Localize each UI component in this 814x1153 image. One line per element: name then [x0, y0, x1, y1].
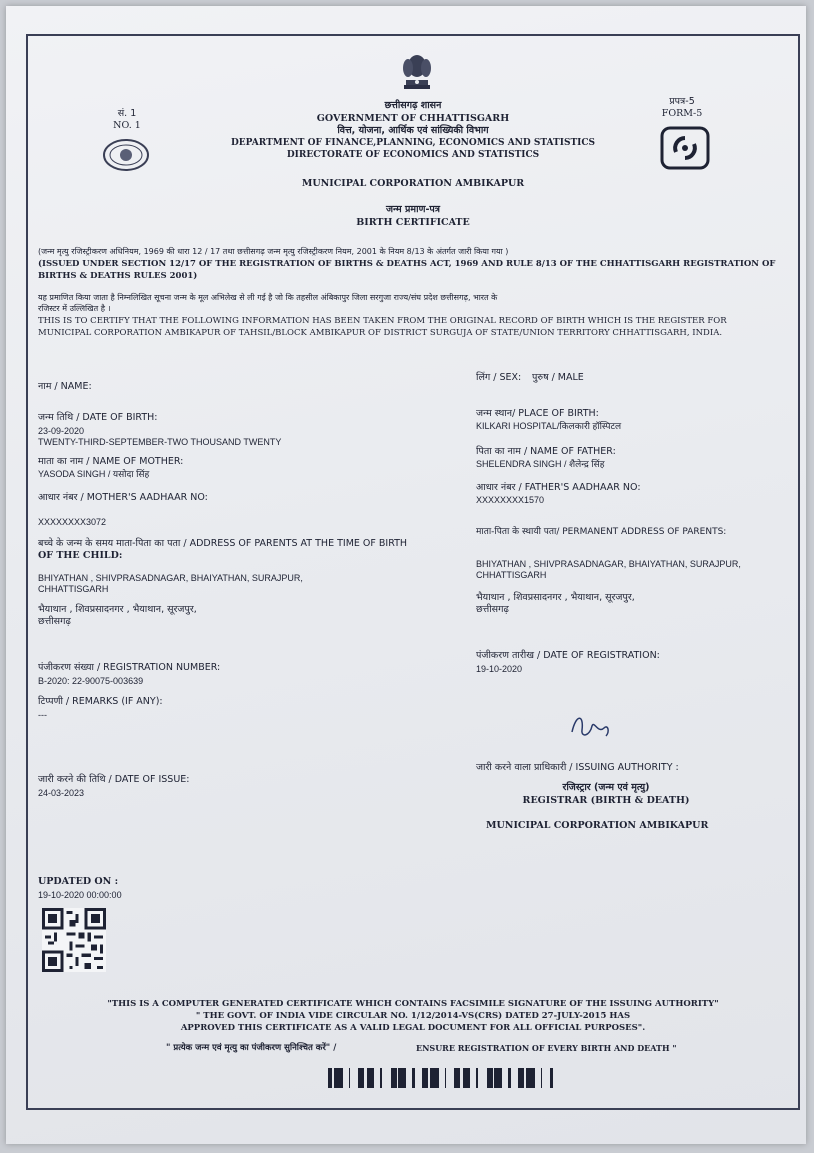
certify-en-line1: THIS IS TO CERTIFY THAT THE FOLLOWING INFORMATION HAS BEEN TAKEN FROM THE ORIGINAL RECORD OF BIRTH WHICH IS THE REGISTER FOR: [38, 316, 727, 326]
state-seal-icon: [102, 138, 150, 172]
govt-name-en: GOVERNMENT OF CHHATTISGARH: [316, 113, 510, 124]
birth-address-label-line2: OF THE CHILD:: [38, 550, 123, 561]
footer-line-3: APPROVED THIS CERTIFICATE AS A VALID LEGAL DOCUMENT FOR ALL OFFICIAL PURPOSES".: [180, 1023, 646, 1033]
birth-address-en-line1: BHIYATHAN , SHIVPRASADNAGAR, BHAIYATHAN, SURAJPUR,: [38, 573, 303, 583]
footer-line-2: " THE GOVT. OF INDIA VIDE CIRCULAR NO. 1/12/2014-VS(CRS) DATED 27-JULY-2015 HAS: [195, 1011, 631, 1021]
issuing-authority-label: जारी करने वाला प्राधिकारी / ISSUING AUTHORITY :: [476, 762, 679, 773]
certify-en-line2: MUNICIPAL CORPORATION AMBIKAPUR OF TAHSIL/BLOCK AMBIKAPUR OF DISTRICT SURGUJA OF STATE/UNION TERRITORY CHHATTISGARH, INDIA.: [38, 328, 723, 338]
remarks-value: ---: [38, 710, 47, 720]
left-serial-hi: सं. 1: [117, 108, 137, 119]
issued-under-en-line2: BIRTHS & DEATHS RULES 2001): [38, 271, 198, 281]
mother-aadhaar-value: XXXXXXXX3072: [38, 517, 107, 527]
form-number-hi: प्रपत्र-5: [669, 96, 695, 107]
permanent-address-label: माता-पिता के स्थायी पता/ PERMANENT ADDRESS OF PARENTS:: [476, 527, 727, 537]
father-aadhaar-label: आधार नंबर / FATHER'S AADHAAR NO:: [476, 482, 641, 493]
certificate-border: [26, 34, 800, 1110]
issued-under-hi: (जन्म मृत्यु रजिस्ट्रीकरण अधिनियम, 1969 की धारा 12 / 17 तथा छत्तीसगढ़ जन्म मृत्यु रजिस्ट्रीकरण नियम, 2001 के नियम 8/13 के अंतर्गत जारी किया गया ): [38, 247, 509, 256]
dept-name-en: DEPARTMENT OF FINANCE,PLANNING, ECONOMICS AND STATISTICS: [230, 138, 596, 148]
mother-name-label: माता का नाम / NAME OF MOTHER:: [38, 456, 184, 467]
registration-number-value: B-2020: 22-90075-003639: [38, 676, 144, 686]
authority-organization: MUNICIPAL CORPORATION AMBIKAPUR: [486, 820, 709, 831]
directorate-name: DIRECTORATE OF ECONOMICS AND STATISTICS: [286, 150, 540, 160]
dept-name-hi: वित्त, योजना, आर्थिक एवं सांख्यिकी विभाग: [337, 125, 489, 136]
certificate-title-en: BIRTH CERTIFICATE: [356, 217, 470, 228]
issue-date-label: जारी करने की तिथि / DATE OF ISSUE:: [38, 774, 190, 785]
birth-address-en-line2: CHHATTISGARH: [38, 584, 109, 594]
dob-value: 23-09-2020: [38, 426, 85, 436]
father-name-label: पिता का नाम / NAME OF FATHER:: [476, 446, 616, 457]
sex-label: लिंग / SEX:: [476, 372, 522, 383]
ensure-registration-hi: " प्रत्येक जन्म एवं मृत्यु का पंजीकरण सुनिश्चित करें" /: [166, 1043, 337, 1053]
name-label: नाम / NAME:: [38, 381, 92, 392]
birth-place-label: जन्म स्थान/ PLACE OF BIRTH:: [476, 408, 599, 419]
crs-logo-icon: [660, 126, 710, 170]
certificate-title-hi: जन्म प्रमाण-पत्र: [385, 204, 441, 215]
qr-code-icon: [42, 908, 106, 972]
mother-aadhaar-label: आधार नंबर / MOTHER'S AADHAAR NO:: [38, 492, 208, 503]
permanent-address-hi-line2: छत्तीसगढ़: [476, 604, 509, 615]
registration-date-value: 19-10-2020: [476, 664, 523, 674]
certify-hi-line1: यह प्रमाणित किया जाता है निम्नलिखित सूचना जन्म के मूल अभिलेख से ली गई है जो कि तहसील अंबिकापुर जिला सरगुजा राज्य/संघ प्रदेश छत्तीसगढ़, भारत के: [38, 293, 498, 302]
footer-line-1: "THIS IS A COMPUTER GENERATED CERTIFICATE WHICH CONTAINS FACSIMILE SIGNATURE OF THE ISSUING AUTHORITY": [107, 999, 719, 1009]
govt-name-hi: छत्तीसगढ़ शासन: [384, 100, 442, 111]
issue-date-value: 24-03-2023: [38, 788, 85, 798]
permanent-address-hi-line1: भैयाथान , शिवप्रसादनगर , भैयाथान, सूरजपुर,: [476, 592, 635, 603]
birth-place-value: KILKARI HOSPITAL/किलकारी हॉस्पिटल: [476, 421, 622, 431]
dob-words: TWENTY-THIRD-SEPTEMBER-TWO THOUSAND TWENTY: [38, 437, 282, 447]
sex-value: पुरुष / MALE: [532, 372, 584, 383]
birth-address-hi-line1: भैयाथान , शिवप्रसादनगर , भैयाथान, सूरजपुर,: [38, 604, 197, 615]
father-name-value: SHELENDRA SINGH / शैलेन्द्र सिंह: [476, 459, 605, 469]
permanent-address-en-line1: BHIYATHAN , SHIVPRASADNAGAR, BHAIYATHAN, SURAJPUR,: [476, 559, 741, 569]
registrar-hi: रजिस्ट्रार (जन्म एवं मृत्यु): [562, 782, 650, 793]
ensure-registration-en: ENSURE REGISTRATION OF EVERY BIRTH AND DEATH ": [416, 1043, 677, 1053]
registrar-en: REGISTRAR (BIRTH & DEATH): [522, 795, 690, 806]
registration-number-label: पंजीकरण संख्या / REGISTRATION NUMBER:: [38, 662, 221, 673]
certificate-paper: [6, 6, 806, 1144]
issued-under-en-line1: (ISSUED UNDER SECTION 12/17 OF THE REGISTRATION OF BIRTHS & DEATHS ACT, 1969 AND RULE 8/13 OF THE CHHATTISGARH REGISTRATION OF: [38, 259, 776, 269]
left-serial-en: NO. 1: [113, 120, 141, 131]
remarks-label: टिप्पणी / REMARKS (IF ANY):: [38, 696, 163, 707]
registration-date-label: पंजीकरण तारीख / DATE OF REGISTRATION:: [476, 650, 660, 661]
signature-icon: [568, 710, 612, 744]
certify-hi-line2: रजिस्टर में उल्लिखित है ।: [38, 304, 111, 313]
father-aadhaar-value: XXXXXXXX1570: [476, 495, 545, 505]
permanent-address-en-line2: CHHATTISGARH: [476, 570, 547, 580]
barcode-icon: [328, 1068, 553, 1088]
birth-address-label-line1: बच्चे के जन्म के समय माता-पिता का पता / ADDRESS OF PARENTS AT THE TIME OF BIRTH: [38, 538, 408, 549]
municipal-title: MUNICIPAL CORPORATION AMBIKAPUR: [301, 178, 525, 189]
updated-on-label: UPDATED ON :: [38, 876, 119, 887]
form-number-en: FORM-5: [661, 108, 703, 119]
birth-address-hi-line2: छत्तीसगढ़: [38, 616, 71, 627]
updated-on-value: 19-10-2020 00:00:00: [38, 890, 122, 900]
national-emblem-icon: [400, 52, 434, 92]
dob-label: जन्म तिथि / DATE OF BIRTH:: [38, 412, 158, 423]
mother-name-value: YASODA SINGH / यसोदा सिंह: [38, 469, 150, 479]
